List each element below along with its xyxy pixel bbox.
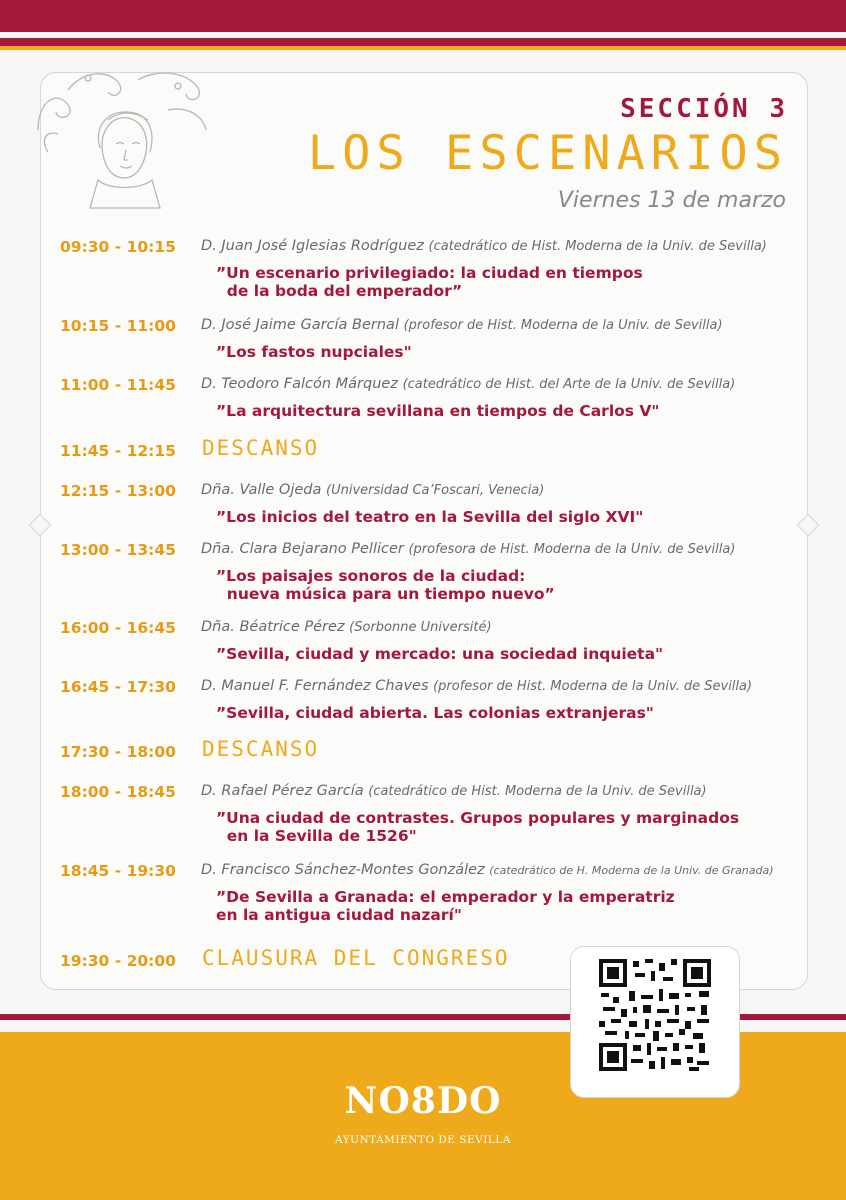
speaker-line bbox=[201, 376, 735, 392]
time-slot: 17:30 - 18:00 bbox=[60, 743, 176, 761]
speaker-name: D. José Jaime García Bernal bbox=[201, 317, 399, 333]
speaker-name: D. Francisco Sánchez-Montes González bbox=[201, 862, 485, 878]
time-slot: 16:45 - 17:30 bbox=[60, 678, 176, 696]
ayuntamiento-logo bbox=[312, 1080, 534, 1146]
speaker-affiliation: (Universidad Ca’Foscari, Venecia) bbox=[326, 483, 545, 498]
qr-code-icon bbox=[599, 959, 711, 1071]
top-stripe-gold bbox=[0, 46, 846, 50]
speaker-line bbox=[201, 482, 544, 498]
logo-organization: AYUNTAMIENTO DE SEVILLA bbox=[335, 1134, 511, 1146]
speaker-affiliation: (catedrático de Hist. Moderna de la Univ. de Sevilla) bbox=[428, 239, 767, 254]
portrait-ornament-illustration bbox=[28, 60, 218, 210]
break-label: DESCANSO bbox=[202, 436, 320, 460]
speaker-name: Dña. Valle Ojeda bbox=[201, 482, 322, 498]
section-label: SECCIÓN 3 bbox=[620, 94, 788, 124]
speaker-name: Dña. Clara Bejarano Pellicer bbox=[201, 541, 404, 557]
talk-title: ”Sevilla, ciudad y mercado: una sociedad inquieta" bbox=[216, 645, 664, 663]
speaker-line bbox=[201, 317, 723, 333]
speaker-affiliation: (profesor de Hist. Moderna de la Univ. de Sevilla) bbox=[433, 679, 753, 694]
time-slot: 11:45 - 12:15 bbox=[60, 442, 176, 460]
speaker-affiliation: (Sorbonne Université) bbox=[349, 620, 492, 635]
time-slot: 11:00 - 11:45 bbox=[60, 376, 176, 394]
time-slot: 19:30 - 20:00 bbox=[60, 952, 176, 970]
top-stripe bbox=[0, 38, 846, 46]
speaker-affiliation: (profesor de Hist. Moderna de la Univ. de Sevilla) bbox=[403, 318, 723, 333]
time-slot: 09:30 - 10:15 bbox=[60, 238, 176, 256]
logo-mark: NO8DO bbox=[344, 1080, 502, 1122]
time-slot: 13:00 - 13:45 bbox=[60, 541, 176, 559]
speaker-name: D. Manuel F. Fernández Chaves bbox=[201, 678, 429, 694]
speaker-line bbox=[201, 862, 774, 878]
talk-title: ”Una ciudad de contrastes. Grupos populares y marginados en la Sevilla de 1526" bbox=[216, 809, 740, 845]
frame-notch-left bbox=[29, 514, 52, 537]
time-slot: 10:15 - 11:00 bbox=[60, 317, 176, 335]
talk-title: ”Los fastos nupciales" bbox=[216, 343, 412, 361]
frame-notch-right bbox=[797, 514, 820, 537]
talk-title: ”La arquitectura sevillana en tiempos de Carlos V" bbox=[216, 402, 660, 420]
speaker-affiliation: (profesora de Hist. Moderna de la Univ. de Sevilla) bbox=[408, 542, 736, 557]
speaker-line bbox=[201, 541, 735, 557]
speaker-line bbox=[201, 238, 767, 254]
break-label: DESCANSO bbox=[202, 737, 320, 761]
time-slot: 12:15 - 13:00 bbox=[60, 482, 176, 500]
page-title: LOS ESCENARIOS bbox=[307, 126, 788, 181]
talk-title: ”Los paisajes sonoros de la ciudad: nueva música para un tiempo nuevo” bbox=[216, 567, 555, 603]
speaker-name: D. Teodoro Falcón Márquez bbox=[201, 376, 398, 392]
speaker-line bbox=[201, 783, 707, 799]
speaker-name: Dña. Béatrice Pérez bbox=[201, 619, 345, 635]
time-slot: 18:45 - 19:30 bbox=[60, 862, 176, 880]
speaker-line bbox=[201, 619, 492, 635]
speaker-name: D. Rafael Pérez García bbox=[201, 783, 364, 799]
speaker-affiliation: (catedrático de Hist. Moderna de la Univ. de Sevilla) bbox=[368, 784, 707, 799]
time-slot: 18:00 - 18:45 bbox=[60, 783, 176, 801]
time-slot: 16:00 - 16:45 bbox=[60, 619, 176, 637]
talk-title: ”Un escenario privilegiado: la ciudad en tiempos de la boda del emperador” bbox=[216, 264, 643, 300]
speaker-name: D. Juan José Iglesias Rodríguez bbox=[201, 238, 424, 254]
speaker-affiliation: (catedrático de H. Moderna de la Univ. de Granada) bbox=[489, 864, 774, 877]
speaker-line bbox=[201, 678, 752, 694]
speaker-affiliation: (catedrático de Hist. del Arte de la Univ. de Sevilla) bbox=[402, 377, 736, 392]
talk-title: ”Los inicios del teatro en la Sevilla del siglo XVI" bbox=[216, 508, 644, 526]
talk-title: ”De Sevilla a Granada: el emperador y la emperatriz en la antigua ciudad nazarí" bbox=[216, 888, 675, 924]
top-color-band bbox=[0, 0, 846, 32]
talk-title: ”Sevilla, ciudad abierta. Las colonias extranjeras" bbox=[216, 704, 654, 722]
qr-code-panel bbox=[570, 946, 740, 1098]
closing-label: CLAUSURA DEL CONGRESO bbox=[202, 946, 510, 970]
event-date: Viernes 13 de marzo bbox=[557, 188, 786, 213]
